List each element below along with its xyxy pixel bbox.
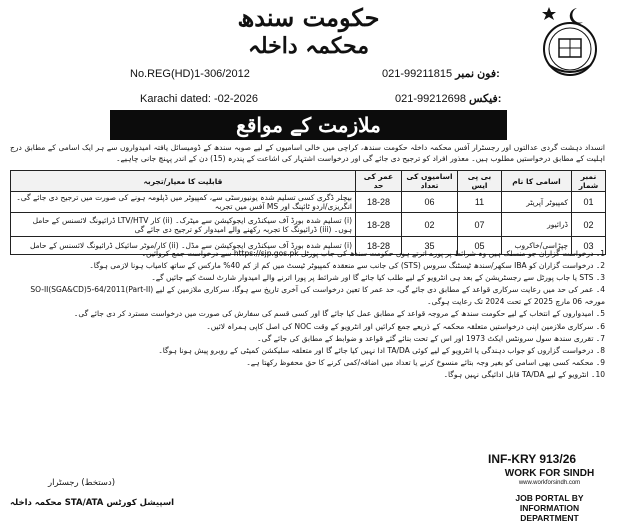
col-header-bps: بی پی ایس: [458, 171, 502, 192]
cell-bps: 11: [458, 192, 502, 213]
table-row: [11, 192, 606, 213]
col-header-qualification: قابلیت کا معیار/تجربہ: [11, 171, 356, 192]
condition-item: 2۔ درخواست گزاران کو IBA سکھر/سندھ ٹیسٹنگ سروس (STS) کی جانب سے منعقدہ کمپیوٹر ٹیسٹ میں کم از کم 40% مارکس کے ساتھ کامیاب ہونا لازمی ہوگا۔: [89, 261, 605, 271]
cell-qualification: (i) تسلیم شدہ بورڈ آف سیکنڈری ایجوکیشن سے مڈل۔ (ii) کار/موٹر سائیکل ڈرائیونگ لائسنس کے حامل: [11, 237, 356, 255]
dept-title: محکمہ داخلہ: [247, 33, 370, 59]
signature-title: (دستخط) رجسٹرار: [48, 478, 116, 488]
col-header-age: عمر کی حد: [356, 171, 402, 192]
conditions-list: [10, 248, 605, 381]
cell-age: 18-28: [356, 192, 402, 213]
cell-count: 02: [402, 213, 458, 237]
intro-paragraph: انسداد دہشت گردی عدالتوں اور رجسٹرار آفس محکمہ داخلہ حکومت سندھ، کراچی میں خالی اسامیوں کے لیے صوبہ سندھ کے ڈومیسائل یافتہ امیدواروں سے ہر ایک اسامی کے مطابق درج اہلیت کے مطابق درخواستیں مطلوب ہیں۔ معذور افراد کو ترجیح دی جائے گی اور درخواست اشتہار کی اشاعت کے پندرہ (15) دن کے اندر پہنچ جانی چاہیے۔: [10, 143, 605, 163]
fax-line: [395, 93, 501, 106]
work-for-sindh-badge: [493, 468, 606, 523]
cell-bps: 07: [458, 213, 502, 237]
cell-age: 18-28: [356, 213, 402, 237]
condition-item: 5۔ امیدواروں کے انتخاب کے لیے حکومت سندھ کے مروجہ قواعد کے مطابق عمل کیا جائے گا اور کسی قسم کی سفارش کی صورت میں درخواست مسترد کر دی جائے گی۔: [73, 309, 605, 319]
cell-qualification: بیچلر ڈگری کسی تسلیم شدہ یونیورسٹی سے، کمپیوٹر میں ڈپلومہ ہونے کی صورت میں ترجیح دی جائے گی۔ انگریزی/اردو ٹائپنگ اور MS آفس میں تجربہ: [11, 192, 356, 213]
fax-number: 021-99212698: [395, 93, 466, 105]
cell-age: 18-28: [356, 237, 402, 255]
job-portal-label: JOB PORTAL BY: [515, 493, 584, 503]
reference-number: No.REG(HD)1-306/2012: [130, 68, 250, 80]
cell-qualification: (i) تسلیم شدہ بورڈ آف سیکنڈری ایجوکیشن سے میٹرک۔ (ii) کار LTV/HTV ڈرائیونگ لائسنس کے حامل ہوں۔ (iii) ڈرائیونگ کا تجربہ رکھنے والے امیدوار کو ترجیح دی جائے گی: [11, 213, 356, 237]
cell-post: چپڑاسی/خاکروب: [502, 237, 572, 255]
dated-line: Karachi dated: -02-2026: [140, 93, 259, 105]
condition-item: 4۔ عمر کی حد میں رعایت سرکاری قواعد کے مطابق دی جائے گی، حد عمر کا تعین درخواست کی آخری تاریخ سے ہوگا، سرکاری ملازمین کے لیے SO-II(SGA&CD)5-64/2011(Part-II) مورخہ 06 مارچ 2025 کے تحت 2024 تک رعایت ہوگی۔: [30, 285, 605, 307]
phone-line: [382, 68, 500, 81]
condition-item: 1۔ درخواست گزاران جو منسلک ہیں وہ شرائط پر پورے اترتے ہوں حکومت سندھ کی جاب پورٹل https://sjp.gos.pk سے درخواست جمع کروائیں۔: [141, 249, 605, 258]
condition-item: 6۔ سرکاری ملازمین اپنی درخواستیں متعلقہ محکمہ کے ذریعے جمع کرائیں اور انٹرویو کے وقت NOC کی اصل کاپی ہمراہ لائیں۔: [206, 321, 605, 331]
information-dept-label: INFORMATION DEPARTMENT: [519, 503, 580, 523]
phone-number: 021-99211815: [382, 68, 453, 80]
cell-sr: 01: [572, 192, 606, 213]
work-for-sindh-site: www.workforsindh.com: [518, 480, 581, 486]
col-header-sr: نمبر شمار: [572, 171, 606, 192]
jobs-banner: ملازمت کے مواقع: [110, 110, 507, 140]
signature-office: اسپیشل کورٹس STA/ATA محکمہ داخلہ: [10, 498, 175, 508]
condition-item: 10۔ انٹرویو کے لیے TA/DA قابل ادائیگی نہیں ہوگا۔: [443, 369, 605, 379]
cell-count: 35: [402, 237, 458, 255]
cell-post: ڈرائیور: [502, 213, 572, 237]
cell-sr: 02: [572, 213, 606, 237]
table-row: [11, 213, 606, 237]
jobs-table: [10, 170, 606, 255]
fax-label: فیکس:: [469, 93, 502, 105]
condition-item: 8۔ درخواست گزاروں کو جواب دہندگی یا انٹرویو کے لیے کوئی TA/DA ادا نہیں کیا جائے گا اور متعلقہ سلیکشن کمیٹی کے روبرو پیش ہونا ہوگا۔: [158, 345, 605, 355]
phone-label: فون نمبر:: [455, 68, 500, 80]
condition-item: 9۔ محکمہ کسی بھی اسامی کو بغیر وجہ بتائے منسوخ کرنے یا تعداد میں اضافہ/کمی کرنے کا حق محفوظ رکھتا ہے۔: [246, 357, 605, 367]
condition-item: 3۔ STS یا جاب پورٹل سے رجسٹریشن کے بعد ہی انٹرویو کے لیے طلب کیا جائے گا اور شرائط پر پورا اترنے والے امیدوار شارٹ لسٹ کیے جائیں گے۔: [151, 273, 605, 283]
inf-number: INF-KRY 913/26: [488, 452, 577, 466]
govt-title: حکومت سندھ: [237, 3, 380, 32]
cell-sr: 03: [572, 237, 606, 255]
condition-item: 7۔ تقرری سندھ سول سرونٹس ایکٹ 1973 اور اس کے تحت بنائے گئے قواعد و ضوابط کے مطابق کی جائے گی۔: [257, 333, 605, 343]
col-header-count: اسامیوں کی تعداد: [402, 171, 458, 192]
cell-count: 06: [402, 192, 458, 213]
cell-post: کمپیوٹر آپریٹر: [502, 192, 572, 213]
table-header-row: [11, 171, 606, 192]
cell-bps: 05: [458, 237, 502, 255]
work-for-sindh-logo: WORK FOR SINDH: [504, 468, 595, 479]
col-header-post: اسامی کا نام: [502, 171, 572, 192]
govt-sindh-logo: [537, 5, 603, 81]
